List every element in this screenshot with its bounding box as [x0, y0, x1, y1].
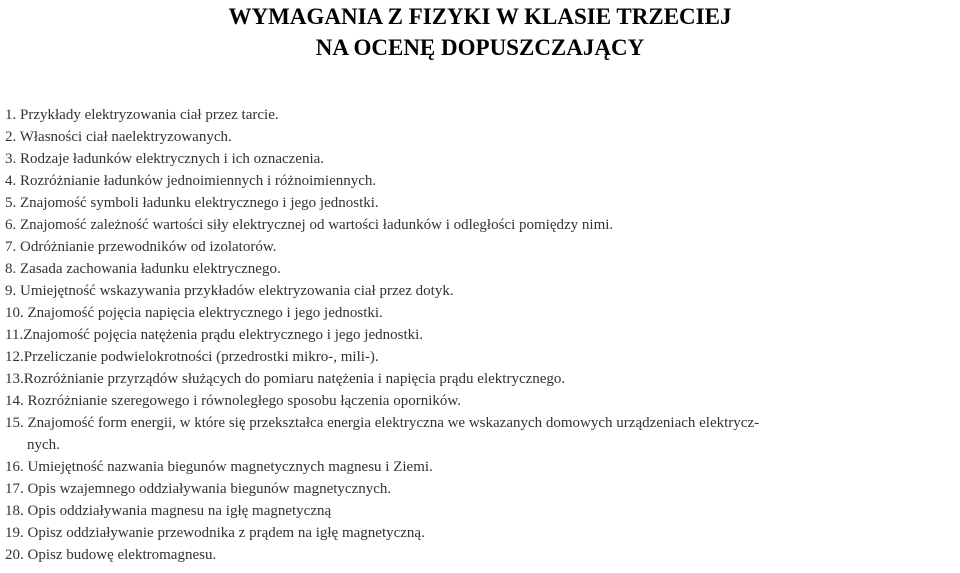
list-item: 7. Odróżnianie przewodników od izolatorów. — [5, 239, 277, 255]
list-item: 10. Znajomość pojęcia napięcia elektrycznego i jego jednostki. — [5, 305, 383, 321]
list-item: 4. Rozróżnianie ładunków jednoimiennych i różnoimiennych. — [5, 173, 377, 189]
list-item: 11.Znajomość pojęcia natężenia prądu elektrycznego i jego jednostki. — [5, 327, 424, 343]
list-item-continuation — [5, 434, 957, 456]
list-item: 1. Przykłady elektryzowania ciał przez tarcie. — [5, 107, 279, 123]
list-item: 9. Umiejętność wskazywania przykładów elektryzowania ciał przez dotyk. — [5, 283, 454, 299]
title-line-2: NA OCENĘ DOPUSZCZAJĄCY — [315, 35, 645, 60]
list-item: 14. Rozróżnianie szeregowego i równoległego sposobu łączenia oporników. — [5, 393, 461, 409]
list-item: 17. Opis wzajemnego oddziaływania biegunów magnetycznych. — [5, 481, 392, 497]
title-line-1: WYMAGANIA Z FIZYKI W KLASIE TRZECIEJ — [228, 4, 732, 29]
list-item: 19. Opisz oddziaływanie przewodnika z prądem na igłę magnetyczną. — [5, 525, 425, 541]
list-item: 8. Zasada zachowania ładunku elektrycznego. — [5, 261, 281, 277]
list-item: 13.Rozróżnianie przyrządów służących do pomiaru natężenia i napięcia prądu elektrycznego. — [5, 371, 566, 387]
list-item: 18. Opis oddziaływania magnesu na igłę magnetyczną — [5, 503, 332, 519]
list-item: 20. Opisz budowę elektromagnesu. — [5, 547, 217, 563]
list-item: 3. Rodzaje ładunków elektrycznych i ich oznaczenia. — [5, 151, 325, 167]
list-item: 15. Znajomość form energii, w które się przekształca energia elektryczna we wskazanych domowych urządzeniach elektrycz- — [5, 415, 760, 431]
list-item: 2. Własności ciał naelektryzowanych. — [5, 129, 232, 145]
document-title — [0, 0, 960, 63]
list-item: 6. Znajomość zależność wartości siły elektrycznej od wartości ładunków i odległości pomiędzy nimi. — [5, 217, 614, 233]
list-item: 12.Przeliczanie podwielokrotności (przedrostki mikro-, mili-). — [5, 349, 379, 365]
list-item-continuation-text: nych. — [27, 437, 60, 453]
list-item: 16. Umiejętność nazwania biegunów magnetycznych magnesu i Ziemi. — [5, 459, 433, 475]
list-item: 5. Znajomość symboli ładunku elektrycznego i jego jednostki. — [5, 195, 379, 211]
requirements-list — [5, 104, 957, 566]
